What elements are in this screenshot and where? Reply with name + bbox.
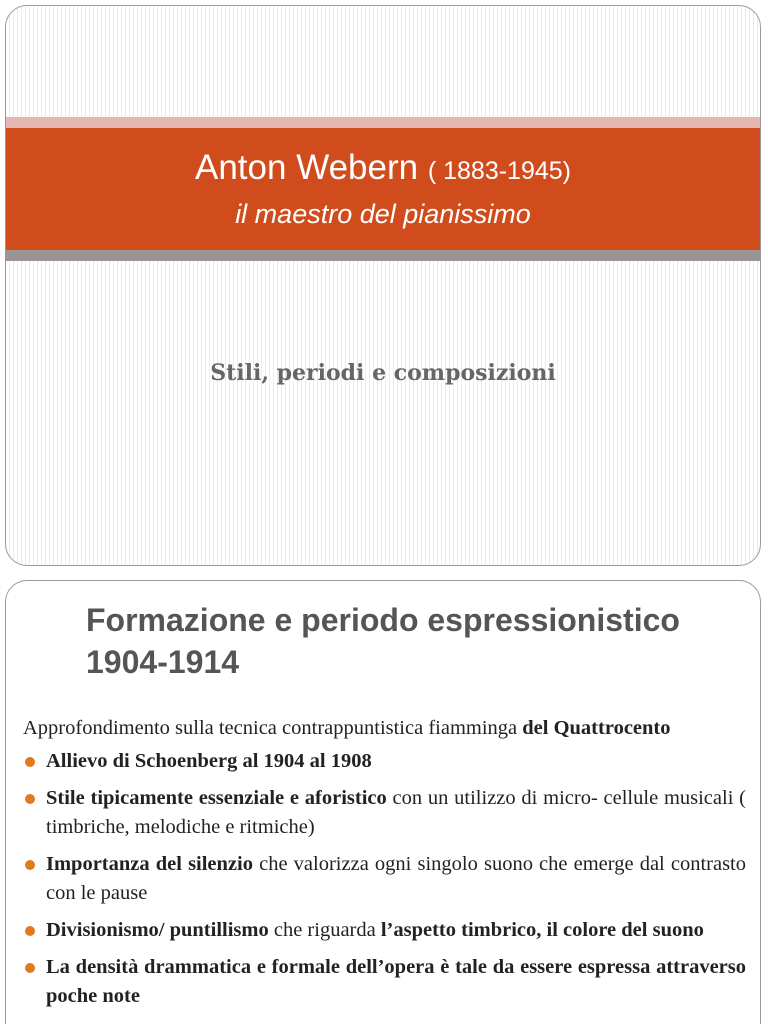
composer-name: Anton Webern xyxy=(195,148,419,187)
list-item xyxy=(23,747,746,776)
list-item-bold: Stile tipicamente essenziale e aforistico xyxy=(46,787,387,809)
list-item xyxy=(23,784,746,842)
intro-paragraph xyxy=(23,714,746,743)
bullet-dot-icon xyxy=(25,757,35,767)
list-item-text: che riguarda xyxy=(273,919,376,941)
content-title-line-1: Formazione e periodo espressionistico xyxy=(86,602,680,638)
slide-title xyxy=(6,146,760,193)
intro-text: Approfondimento sulla tecnica contrappuntistica fiamminga xyxy=(23,717,518,739)
bullet-dot-icon xyxy=(25,794,35,804)
content-body xyxy=(23,714,746,1019)
composer-years: ( 1883-1945) xyxy=(427,157,571,185)
list-item-text: che valorizza ogni singolo suono che emerge dal contrasto con le pause xyxy=(46,853,747,904)
intro-bold-text: del Quattrocento xyxy=(522,717,671,739)
list-item-bold: Divisionismo/ puntillismo xyxy=(46,919,269,941)
list-item xyxy=(23,953,746,1011)
slide-tagline: Stili, periodi e composizioni xyxy=(210,360,556,386)
title-band-bottom-stripe xyxy=(6,250,760,261)
list-item-bold: Allievo di Schoenberg al 1904 al 1908 xyxy=(46,750,372,772)
list-item-text: con un utilizzo di micro- cellule musicali ( timbriche, melodiche e ritmiche) xyxy=(46,787,746,838)
bullet-dot-icon xyxy=(25,860,35,870)
slide-subtitle: il maestro del pianissimo xyxy=(235,199,531,229)
list-item xyxy=(23,850,746,908)
content-title-line-2: 1904-1914 xyxy=(86,644,240,680)
title-slide xyxy=(5,5,761,566)
list-item xyxy=(23,916,746,945)
bullet-dot-icon xyxy=(25,926,35,936)
content-slide-title xyxy=(86,599,746,683)
bullet-list xyxy=(23,747,746,1011)
list-item-bold-2: l’aspetto timbrico, il colore del suono xyxy=(380,919,704,941)
list-item-bold: Importanza del silenzio xyxy=(46,853,253,875)
title-band-top-stripe xyxy=(6,117,760,128)
bullet-dot-icon xyxy=(25,963,35,973)
content-slide xyxy=(5,580,761,1024)
list-item-bold: La densità drammatica e formale dell’opera è tale da essere espressa attraverso poche note xyxy=(46,956,746,1007)
